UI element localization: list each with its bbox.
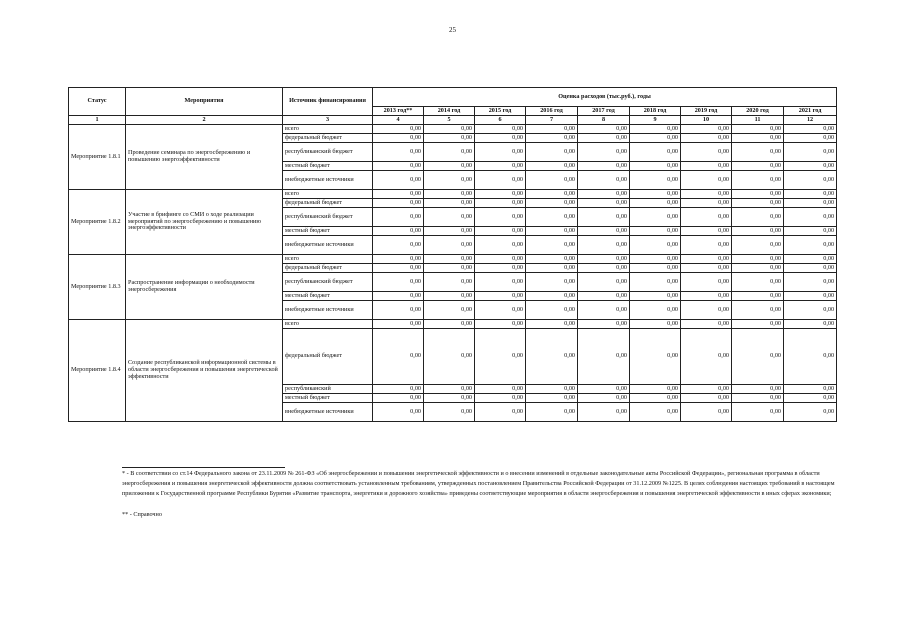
expense-value: 0,00 [732, 190, 784, 199]
expense-value: 0,00 [784, 255, 837, 264]
expense-value: 0,00 [732, 208, 784, 227]
expense-value: 0,00 [630, 320, 681, 329]
expense-value: 0,00 [424, 190, 475, 199]
expense-value: 0,00 [373, 403, 424, 422]
expense-value: 0,00 [681, 162, 732, 171]
expense-value: 0,00 [578, 143, 630, 162]
expense-value: 0,00 [630, 190, 681, 199]
expense-value: 0,00 [784, 227, 837, 236]
expense-value: 0,00 [475, 227, 526, 236]
expense-value: 0,00 [784, 403, 837, 422]
expense-value: 0,00 [784, 301, 837, 320]
expense-value: 0,00 [681, 394, 732, 403]
funding-source: местный бюджет [283, 292, 373, 301]
header-year: 2014 год [424, 107, 475, 116]
expense-value: 0,00 [475, 292, 526, 301]
expense-value: 0,00 [784, 292, 837, 301]
expense-value: 0,00 [630, 134, 681, 143]
expense-table [68, 87, 837, 422]
expense-value: 0,00 [526, 143, 578, 162]
expense-value: 0,00 [526, 190, 578, 199]
expense-value: 0,00 [526, 227, 578, 236]
column-number: 8 [578, 116, 630, 125]
expense-value: 0,00 [526, 301, 578, 320]
funding-source: всего [283, 125, 373, 134]
column-number: 2 [126, 116, 283, 125]
expense-value: 0,00 [681, 264, 732, 273]
expense-value: 0,00 [526, 171, 578, 190]
header-year: 2017 год [578, 107, 630, 116]
expense-value: 0,00 [578, 134, 630, 143]
expense-value: 0,00 [424, 329, 475, 385]
expense-value: 0,00 [630, 255, 681, 264]
expense-value: 0,00 [373, 162, 424, 171]
funding-source: республиканский бюджет [283, 273, 373, 292]
expense-value: 0,00 [424, 143, 475, 162]
header-estimate: Оценка расходов (тыс.руб.), годы [373, 88, 837, 107]
header-year: 2019 год [681, 107, 732, 116]
expense-value: 0,00 [475, 208, 526, 227]
expense-value: 0,00 [578, 264, 630, 273]
expense-value: 0,00 [373, 236, 424, 255]
expense-value: 0,00 [578, 162, 630, 171]
expense-value: 0,00 [784, 264, 837, 273]
expense-value: 0,00 [681, 301, 732, 320]
expense-value: 0,00 [578, 236, 630, 255]
expense-value: 0,00 [424, 236, 475, 255]
expense-value: 0,00 [578, 273, 630, 292]
expense-value: 0,00 [732, 329, 784, 385]
expense-value: 0,00 [526, 273, 578, 292]
expense-value: 0,00 [526, 236, 578, 255]
expense-value: 0,00 [578, 227, 630, 236]
column-number: 4 [373, 116, 424, 125]
header-source: Источник финансирования [283, 88, 373, 116]
expense-value: 0,00 [475, 199, 526, 208]
expense-value: 0,00 [373, 190, 424, 199]
expense-value: 0,00 [373, 199, 424, 208]
expense-value: 0,00 [526, 208, 578, 227]
expense-value: 0,00 [578, 329, 630, 385]
expense-value: 0,00 [732, 227, 784, 236]
funding-source: всего [283, 320, 373, 329]
expense-value: 0,00 [630, 162, 681, 171]
expense-value: 0,00 [578, 190, 630, 199]
expense-value: 0,00 [373, 320, 424, 329]
expense-value: 0,00 [373, 385, 424, 394]
expense-value: 0,00 [578, 292, 630, 301]
expense-value: 0,00 [424, 134, 475, 143]
expense-value: 0,00 [475, 320, 526, 329]
expense-value: 0,00 [526, 385, 578, 394]
table-row [69, 255, 837, 264]
expense-value: 0,00 [475, 125, 526, 134]
expense-value: 0,00 [475, 190, 526, 199]
expense-value: 0,00 [424, 255, 475, 264]
footnote-rule [122, 467, 285, 468]
expense-value: 0,00 [578, 199, 630, 208]
expense-value: 0,00 [475, 385, 526, 394]
expense-value: 0,00 [475, 162, 526, 171]
expense-value: 0,00 [732, 134, 784, 143]
expense-value: 0,00 [681, 320, 732, 329]
expense-value: 0,00 [578, 208, 630, 227]
expense-value: 0,00 [630, 403, 681, 422]
expense-value: 0,00 [681, 403, 732, 422]
expense-value: 0,00 [681, 208, 732, 227]
expense-value: 0,00 [681, 190, 732, 199]
event-name: Проведение семинара по энергосбережению и повышению энергоэффективности [126, 125, 283, 190]
expense-value: 0,00 [630, 264, 681, 273]
expense-value: 0,00 [526, 125, 578, 134]
funding-source: внебюджетные источники [283, 403, 373, 422]
expense-value: 0,00 [424, 162, 475, 171]
expense-value: 0,00 [578, 301, 630, 320]
footnotes [122, 467, 836, 520]
expense-value: 0,00 [784, 199, 837, 208]
expense-value: 0,00 [578, 394, 630, 403]
column-number: 3 [283, 116, 373, 125]
expense-value: 0,00 [630, 273, 681, 292]
event-status: Мероприятие 1.8.3 [69, 255, 126, 320]
header-year: 2015 год [475, 107, 526, 116]
funding-source: местный бюджет [283, 394, 373, 403]
expense-value: 0,00 [475, 171, 526, 190]
expense-value: 0,00 [578, 125, 630, 134]
expense-value: 0,00 [475, 329, 526, 385]
column-number: 9 [630, 116, 681, 125]
expense-value: 0,00 [732, 273, 784, 292]
expense-value: 0,00 [526, 162, 578, 171]
expense-value: 0,00 [475, 236, 526, 255]
expense-value: 0,00 [784, 320, 837, 329]
expense-value: 0,00 [475, 143, 526, 162]
expense-value: 0,00 [475, 301, 526, 320]
header-event: Мероприятия [126, 88, 283, 116]
expense-value: 0,00 [424, 171, 475, 190]
expense-value: 0,00 [630, 292, 681, 301]
expense-value: 0,00 [732, 162, 784, 171]
expense-value: 0,00 [526, 134, 578, 143]
header-year: 2021 год [784, 107, 837, 116]
table-row [69, 125, 837, 134]
page-number: 25 [449, 26, 456, 34]
expense-value: 0,00 [681, 125, 732, 134]
expense-value: 0,00 [630, 208, 681, 227]
expense-value: 0,00 [373, 171, 424, 190]
expense-value: 0,00 [526, 199, 578, 208]
header-year: 2018 год [630, 107, 681, 116]
expense-value: 0,00 [526, 394, 578, 403]
funding-source: всего [283, 190, 373, 199]
expense-value: 0,00 [630, 199, 681, 208]
expense-value: 0,00 [526, 264, 578, 273]
expense-value: 0,00 [732, 394, 784, 403]
expense-value: 0,00 [784, 385, 837, 394]
expense-value: 0,00 [578, 171, 630, 190]
expense-value: 0,00 [630, 143, 681, 162]
expense-value: 0,00 [475, 255, 526, 264]
expense-value: 0,00 [630, 394, 681, 403]
expense-value: 0,00 [578, 403, 630, 422]
expense-value: 0,00 [373, 227, 424, 236]
column-number: 1 [69, 116, 126, 125]
expense-value: 0,00 [732, 236, 784, 255]
expense-value: 0,00 [424, 385, 475, 394]
expense-value: 0,00 [784, 125, 837, 134]
expense-value: 0,00 [373, 301, 424, 320]
expense-value: 0,00 [784, 134, 837, 143]
table-row [69, 320, 837, 329]
expense-value: 0,00 [424, 208, 475, 227]
expense-value: 0,00 [784, 273, 837, 292]
expense-value: 0,00 [373, 329, 424, 385]
expense-value: 0,00 [681, 385, 732, 394]
expense-value: 0,00 [424, 403, 475, 422]
expense-value: 0,00 [526, 255, 578, 264]
expense-value: 0,00 [475, 134, 526, 143]
expense-value: 0,00 [681, 134, 732, 143]
expense-value: 0,00 [373, 273, 424, 292]
header-year: 2013 год** [373, 107, 424, 116]
expense-value: 0,00 [373, 208, 424, 227]
funding-source: федеральный бюджет [283, 264, 373, 273]
expense-value: 0,00 [784, 162, 837, 171]
expense-value: 0,00 [424, 199, 475, 208]
expense-value: 0,00 [732, 385, 784, 394]
expense-value: 0,00 [424, 320, 475, 329]
expense-value: 0,00 [732, 143, 784, 162]
expense-value: 0,00 [732, 255, 784, 264]
expense-value: 0,00 [424, 292, 475, 301]
expense-value: 0,00 [475, 264, 526, 273]
expense-value: 0,00 [526, 329, 578, 385]
expense-value: 0,00 [578, 255, 630, 264]
expense-value: 0,00 [630, 301, 681, 320]
expense-value: 0,00 [681, 143, 732, 162]
funding-source: федеральный бюджет [283, 329, 373, 385]
expense-value: 0,00 [784, 329, 837, 385]
header-status: Статус [69, 88, 126, 116]
expense-value: 0,00 [630, 385, 681, 394]
expense-value: 0,00 [630, 125, 681, 134]
expense-value: 0,00 [681, 255, 732, 264]
expense-value: 0,00 [784, 143, 837, 162]
column-number: 10 [681, 116, 732, 125]
funding-source: федеральный бюджет [283, 199, 373, 208]
column-number: 6 [475, 116, 526, 125]
funding-source: внебюджетные источники [283, 236, 373, 255]
expense-value: 0,00 [732, 403, 784, 422]
expense-value: 0,00 [732, 301, 784, 320]
footnote-1: * - В соответствии со ст.14 Федерального закона от 23.11.2009 № 261-ФЗ «Об энергосбережении и повышении энергетической эффективности и о внесении изменений в отдельные законодательные акты Российской Федерации», региональная программа в области энергосбережения и повышения энергетической эффективности должна соответствовать установленным требованиям, утвержденных постановлением Правительства Российской Федерации от 31.12.2009 №1225. В целях соблюдения настоящих требований в настоящем приложении к Государственной программе Республики Бурятия «Развитие транспорта, энергетики и дорожного хозяйства» приведены соответствующие мероприятия в области энергосбережения и повышения энергетической эффективности в иных сферах экономики; [122, 470, 835, 497]
event-name: Создание республиканской информационной системы в области энергосбережения и повышения энергетической эффективности [126, 320, 283, 422]
expense-value: 0,00 [373, 394, 424, 403]
header-year: 2020 год [732, 107, 784, 116]
expense-value: 0,00 [630, 329, 681, 385]
expense-value: 0,00 [526, 292, 578, 301]
expense-value: 0,00 [681, 273, 732, 292]
expense-value: 0,00 [373, 264, 424, 273]
expense-value: 0,00 [578, 385, 630, 394]
column-number: 12 [784, 116, 837, 125]
event-status: Мероприятие 1.8.1 [69, 125, 126, 190]
funding-source: внебюджетные источники [283, 171, 373, 190]
expense-value: 0,00 [475, 403, 526, 422]
header-year: 2016 год [526, 107, 578, 116]
expense-value: 0,00 [526, 403, 578, 422]
event-status: Мероприятие 1.8.4 [69, 320, 126, 422]
expense-value: 0,00 [681, 171, 732, 190]
expense-value: 0,00 [630, 227, 681, 236]
expense-value: 0,00 [475, 394, 526, 403]
expense-value: 0,00 [784, 190, 837, 199]
expense-value: 0,00 [732, 320, 784, 329]
expense-value: 0,00 [681, 199, 732, 208]
event-name: Распространение информации о необходимости энергосбережения [126, 255, 283, 320]
expense-value: 0,00 [732, 125, 784, 134]
footnote-2: ** - Справочно [122, 511, 162, 518]
expense-value: 0,00 [373, 255, 424, 264]
expense-value: 0,00 [681, 227, 732, 236]
expense-value: 0,00 [578, 320, 630, 329]
expense-value: 0,00 [373, 125, 424, 134]
expense-value: 0,00 [424, 125, 475, 134]
funding-source: внебюджетные источники [283, 301, 373, 320]
funding-source: республиканский бюджет [283, 143, 373, 162]
expense-value: 0,00 [424, 273, 475, 292]
expense-value: 0,00 [373, 134, 424, 143]
expense-value: 0,00 [732, 199, 784, 208]
expense-value: 0,00 [784, 236, 837, 255]
event-status: Мероприятие 1.8.2 [69, 190, 126, 255]
funding-source: всего [283, 255, 373, 264]
expense-value: 0,00 [732, 292, 784, 301]
expense-value: 0,00 [630, 171, 681, 190]
expense-value: 0,00 [732, 264, 784, 273]
expense-value: 0,00 [526, 320, 578, 329]
expense-value: 0,00 [732, 171, 784, 190]
expense-value: 0,00 [373, 143, 424, 162]
expense-value: 0,00 [784, 394, 837, 403]
funding-source: республиканский [283, 385, 373, 394]
event-name: Участие в брифинге со СМИ о ходе реализации мероприятий по энергосбережению и повышению энергоэффективности [126, 190, 283, 255]
expense-value: 0,00 [681, 292, 732, 301]
expense-value: 0,00 [784, 208, 837, 227]
expense-value: 0,00 [373, 292, 424, 301]
expense-value: 0,00 [475, 273, 526, 292]
funding-source: республиканский бюджет [283, 208, 373, 227]
expense-value: 0,00 [681, 329, 732, 385]
expense-value: 0,00 [681, 236, 732, 255]
column-number: 7 [526, 116, 578, 125]
expense-value: 0,00 [424, 301, 475, 320]
column-number: 5 [424, 116, 475, 125]
expense-value: 0,00 [424, 394, 475, 403]
table-row [69, 190, 837, 199]
expense-value: 0,00 [424, 227, 475, 236]
expense-value: 0,00 [784, 171, 837, 190]
column-number: 11 [732, 116, 784, 125]
expense-value: 0,00 [630, 236, 681, 255]
funding-source: федеральный бюджет [283, 134, 373, 143]
funding-source: местный бюджет [283, 227, 373, 236]
funding-source: местный бюджет [283, 162, 373, 171]
expense-value: 0,00 [424, 264, 475, 273]
